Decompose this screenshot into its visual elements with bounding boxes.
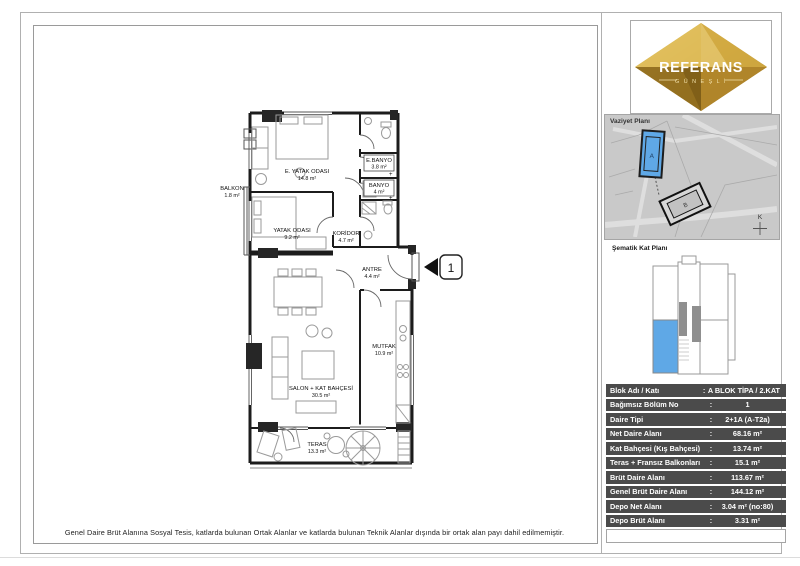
row-value: 3.31 m² — [734, 516, 761, 526]
room-e-yatak-name: E. YATAK ODASI — [284, 169, 330, 175]
row-colon: : — [709, 458, 713, 468]
row-colon: : — [709, 501, 713, 511]
row-label: Depo Net Alanı — [610, 501, 662, 511]
logo-brand-text: REFERANS — [659, 60, 743, 76]
room-banyo-name: BANYO — [368, 183, 390, 189]
unit-marker-arrow-icon — [424, 258, 438, 276]
room-mutfak-area: 10.9 m² — [374, 351, 394, 357]
row-colon: : — [709, 443, 713, 453]
room-teras-area: 13.3 m² — [307, 449, 327, 455]
row-label: Teras + Fransız Balkonları — [610, 458, 701, 468]
table-empty-row — [606, 529, 786, 543]
row-colon: : — [702, 385, 706, 395]
row-value: 2+1A (A-T2a) — [725, 414, 770, 424]
room-salon-name: SALON + KAT BAHÇESİ — [288, 386, 354, 392]
room-teras-name: TERAS — [307, 442, 327, 448]
room-koridor-area: 4.7 m² — [338, 238, 354, 244]
row-value: 113.67 m² — [731, 472, 764, 482]
row-colon: : — [709, 516, 713, 526]
title-block-divider — [601, 12, 602, 553]
room-koridor-name: KORİDOR — [332, 231, 360, 237]
row-value: A BLOK TİPA / 2.KAT — [707, 385, 780, 395]
room-yatak-name: YATAK ODASI — [273, 228, 311, 234]
row-label: Net Daire Alanı — [610, 429, 662, 439]
row-label: Daire Tipi — [610, 414, 644, 424]
logo-sub-text: G Ü N E Ş L İ — [675, 79, 727, 85]
row-value: 144.12 m² — [730, 487, 765, 497]
room-e-yatak-area: 14.8 m² — [297, 176, 317, 182]
row-value: 3.04 m² (no:80) — [721, 501, 774, 511]
site-plan-title: Vaziyet Planı — [610, 118, 650, 125]
row-colon: : — [709, 400, 713, 410]
room-banyo-area: 4 m² — [373, 189, 385, 196]
row-label: Brüt Daire Alanı — [610, 472, 665, 482]
compass-label: K — [757, 214, 763, 221]
room-salon-area: 30.5 m² — [311, 393, 331, 399]
room-balkon-area: 1.8 m² — [224, 193, 240, 199]
table-row — [606, 500, 786, 513]
row-label: Blok Adı / Katı — [610, 385, 660, 395]
footer-note: Genel Daire Brüt Alanına Sosyal Tesis, katlarda bulunan Ortak Alanlar ve katlarda bulunan Teknik Alanlar dışında bir ortak alan payı dahil edilmemiştir. — [64, 528, 565, 537]
apartment-floor-plan — [200, 105, 470, 515]
row-label: Genel Brüt Daire Alanı — [610, 487, 688, 497]
schematic-floor-plan — [640, 254, 750, 380]
table-row — [606, 428, 786, 441]
site-building-a — [639, 130, 664, 177]
table-row — [606, 471, 786, 484]
row-colon: : — [709, 472, 713, 482]
row-colon: : — [709, 414, 713, 424]
room-antre-area: 4.4 m² — [364, 274, 380, 280]
row-label: Kat Bahçesi (Kış Bahçesi) — [610, 443, 701, 453]
row-colon: : — [709, 487, 713, 497]
site-plan-box — [604, 114, 780, 240]
row-value: 13.74 m² — [732, 443, 763, 453]
entrance-step — [412, 253, 419, 281]
room-yatak-area: 9.2 m² — [284, 235, 300, 241]
table-row — [606, 457, 786, 470]
svg-text:+: + — [389, 196, 393, 202]
logo-box — [630, 20, 772, 114]
page-edge-shadow — [0, 557, 800, 558]
schematic-title: Şematik Kat Planı — [612, 245, 668, 252]
row-colon: : — [709, 429, 713, 439]
site-building-a-label: A — [649, 152, 655, 161]
table-row — [606, 399, 786, 412]
schematic-highlight-unit — [653, 320, 678, 373]
site-plan-map — [605, 115, 777, 237]
table-row — [606, 486, 786, 499]
table-row — [606, 384, 786, 397]
row-value: 15.1 m² — [734, 458, 761, 468]
site-building-b-label: B — [682, 202, 689, 210]
unit-marker-number: 1 — [447, 261, 455, 275]
table-row — [606, 442, 786, 455]
table-row — [606, 413, 786, 426]
row-value: 68.16 m² — [732, 429, 763, 439]
room-ebanyo-name: E.BANYO — [366, 158, 392, 164]
room-balkon-name: BALKON — [220, 186, 244, 192]
referans-logo-icon — [633, 22, 769, 112]
room-antre-name: ANTRE — [362, 267, 382, 273]
svg-text:+: + — [389, 172, 393, 178]
table-row — [606, 515, 786, 528]
row-label: Depo Brüt Alanı — [610, 516, 665, 526]
row-value: 1 — [745, 400, 750, 410]
room-mutfak-name: MUTFAK — [372, 344, 396, 350]
row-label: Bağımsız Bölüm No — [610, 400, 679, 410]
unit-marker — [424, 255, 462, 279]
room-ebanyo-area: 3.8 m² — [371, 164, 387, 171]
unit-info-table — [606, 384, 786, 543]
